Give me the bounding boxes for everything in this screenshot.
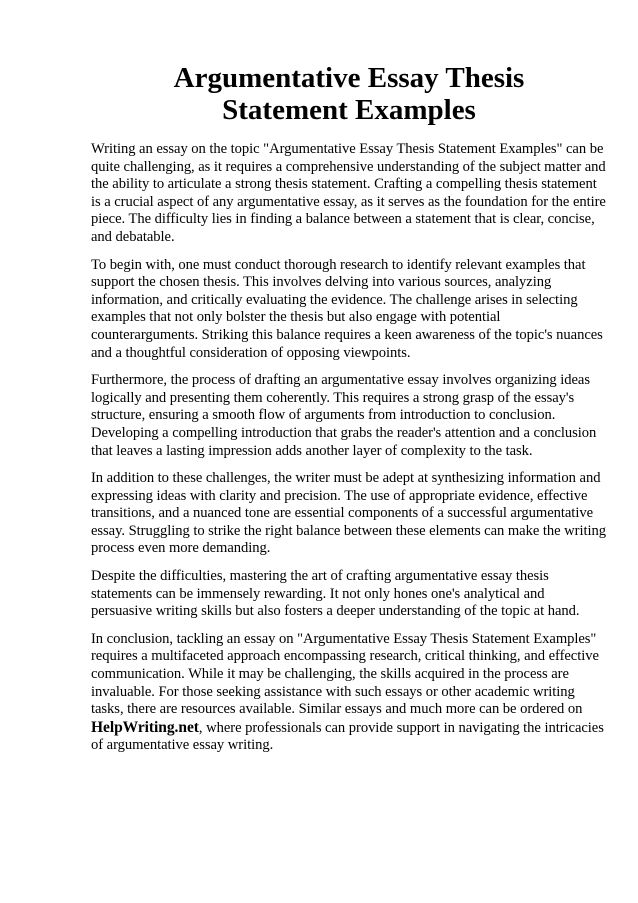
document-page xyxy=(91,62,607,765)
paragraph-5: Despite the difficulties, mastering the art of crafting argumentative essay thesis statements can be immensely rewarding. It not only hones one's analytical and persuasive writing skills but also fosters a deeper understanding of the topic at hand. xyxy=(91,568,580,620)
paragraph-1: Writing an essay on the topic "Argumentative Essay Thesis Statement Examples" can be quite challenging, as it requires a comprehensive understanding of the subject matter and the ability to articulate a strong thesis statement. Crafting a compelling thesis statement is a crucial aspect of any argumentative essay, as it serves as the foundation for the entire piece. The difficulty lies in finding a balance between a statement that is clear, concise, and debatable. xyxy=(91,141,606,245)
paragraph-3: Furthermore, the process of drafting an argumentative essay involves organizing ideas logically and presenting them coherently. This requires a strong grasp of the essay's structure, ensuring a smooth flow of arguments from introduction to conclusion. Developing a compelling introduction that grabs the reader's attention and a conclusion that leaves a lasting impression adds another layer of complexity to the task. xyxy=(91,372,597,459)
paragraph-conclusion xyxy=(91,631,607,755)
conclusion-text-after-link: , where professionals can provide support in navigating the intricacies of argumentative essay writing. xyxy=(91,719,604,754)
paragraph-4: In addition to these challenges, the writer must be adept at synthesizing information and expressing ideas with clarity and precision. The use of appropriate evidence, effective transitions, and a nuanced tone are essential components of a successful argumentative essay. Struggling to strike the right balance between these elements can make the writing process even more demanding. xyxy=(91,470,606,557)
document-title: Argumentative Essay Thesis Statement Examples xyxy=(173,62,525,126)
helpwriting-link[interactable]: HelpWriting.net xyxy=(91,718,199,736)
conclusion-text-before-link: In conclusion, tackling an essay on "Argumentative Essay Thesis Statement Examples" requires a multifaceted approach encompassing research, critical thinking, and effective communication. While it may be challenging, the skills acquired in the process are invaluable. For those seeking assistance with such essays or other academic writing tasks, there are resources available. Similar essays and much more can be ordered on xyxy=(91,630,599,718)
paragraph-2: To begin with, one must conduct thorough research to identify relevant examples that support the chosen thesis. This involves delving into various sources, analyzing information, and critically evaluating the evidence. The challenge arises in selecting examples that not only bolster the thesis but also engage with potential counterarguments. Striking this balance requires a keen awareness of the topic's nuances and a thoughtful consideration of opposing viewpoints. xyxy=(91,256,603,361)
